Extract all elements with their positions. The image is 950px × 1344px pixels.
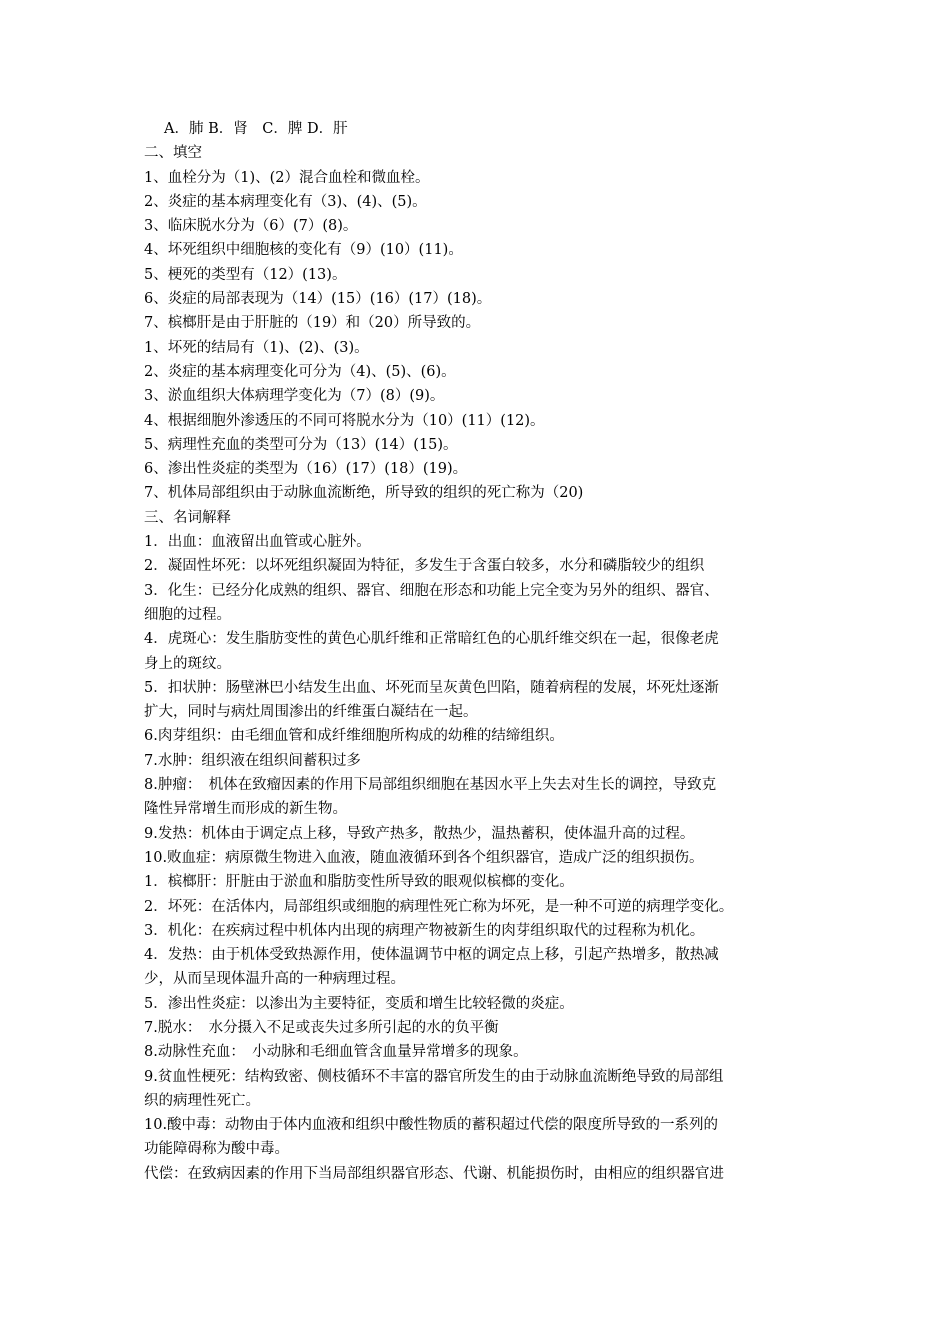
definition-line: 4．发热：由于机体受致热源作用，使体温调节中枢的调定点上移，引起产热增多，散热减 [144, 947, 719, 964]
question-line: 4、根据细胞外渗透压的不同可将脱水分为（10）(11）(12)。 [144, 412, 545, 429]
definition-line: 2．凝固性坏死：以坏死组织凝固为特征，多发生于含蛋白较多，水分和磷脂较少的组织 [144, 558, 705, 575]
question-line: 6、渗出性炎症的类型为（16）(17）(18）(19)。 [144, 461, 468, 478]
definition-line: 10.败血症：病原微生物进入血液，随血液循环到各个组织器官，造成广泛的组织损伤。 [144, 849, 704, 866]
question-line: 5、病理性充血的类型可分为（13）(14）(15)。 [144, 436, 458, 453]
definition-line: 细胞的过程。 [144, 606, 231, 623]
question-line: 3、临床脱水分为（6）(7）(8)。 [144, 218, 358, 235]
definition-line: 5．渗出性炎症：以渗出为主要特征，变质和增生比较轻微的炎症。 [144, 995, 574, 1012]
definition-line: 少，从而呈现体温升高的一种病理过程。 [144, 971, 405, 988]
definition-line: 隆性异常增生而形成的新生物。 [144, 801, 347, 818]
definition-line: 3．化生：已经分化成熟的组织、器官、细胞在形态和功能上完全变为另外的组织、器官、 [144, 582, 719, 599]
document-page [144, 117, 812, 1186]
question-line: 1、血栓分为（1)、(2）混合血栓和微血栓。 [144, 169, 430, 186]
question-line: 5、梗死的类型有（12）(13)。 [144, 266, 347, 283]
definition-line: 功能障碍称为酸中毒。 [144, 1141, 289, 1158]
question-line: 1、坏死的结局有（1)、(2)、(3)。 [144, 339, 369, 356]
definition-line: 4．虎斑心：发生脂肪变性的黄色心肌纤维和正常暗红色的心肌纤维交织在一起，很像老虎 [144, 631, 719, 648]
definition-line: 3．机化：在疾病过程中机体内出现的病理产物被新生的肉芽组织取代的过程称为机化。 [144, 922, 705, 939]
definition-line: 7.脱水： 水分摄入不足或丧失过多所引起的水的负平衡 [144, 1019, 499, 1036]
definition-line: 8.肿瘤： 机体在致瘤因素的作用下局部组织细胞在基因水平上失去对生长的调控，导致克 [144, 777, 717, 794]
question-line: 2、炎症的基本病理变化有（3)、(4)、(5)。 [144, 193, 427, 210]
question-line: 7、机体局部组织由于动脉血流断绝，所导致的组织的死亡称为（20) [144, 485, 584, 502]
definition-line: 10.酸中毒：动物由于体内血液和组织中酸性物质的蓄积超过代偿的限度所导致的一系列的 [144, 1117, 719, 1134]
question-line: 3、淤血组织大体病理学变化为（7）(8）(9)。 [144, 388, 445, 405]
definition-line: 9.贫血性梗死：结构致密、侧枝循环不丰富的器官所发生的由于动脉血流断绝导致的局部组 [144, 1068, 724, 1085]
definition-line: 5．扣状肿：肠壁淋巴小结发生出血、坏死而呈灰黄色凹陷，随着病程的发展，坏死灶逐渐 [144, 679, 719, 696]
answer-options: A．肺 B．肾 C．脾 D．肝 [164, 121, 348, 137]
definition-line: 织的病理性死亡。 [144, 1092, 260, 1109]
definition-line: 8.动脉性充血： 小动脉和毛细血管含血量异常增多的现象。 [144, 1044, 528, 1061]
question-line: 2、炎症的基本病理变化可分为（4)、(5)、(6)。 [144, 363, 456, 380]
definition-line: 1．出血：血液留出血管或心脏外。 [144, 534, 371, 551]
question-line: 6、炎症的局部表现为（14）(15）(16）(17）(18)。 [144, 291, 492, 308]
section-heading-terms: 三、名词解释 [144, 509, 231, 526]
definition-line: 6.肉芽组织：由毛细血管和成纤维细胞所构成的幼稚的结缔组织。 [144, 728, 564, 745]
definition-line: 身上的斑纹。 [144, 655, 231, 672]
definition-line: 扩大，同时与病灶周围渗出的纤维蛋白凝结在一起。 [144, 704, 478, 721]
definition-line: 1．槟榔肝：肝脏由于淤血和脂肪变性所导致的眼观似槟榔的变化。 [144, 874, 574, 891]
question-line: 4、坏死组织中细胞核的变化有（9）(10）(11)。 [144, 242, 463, 259]
definition-line: 7.水肿：组织液在组织间蓄积过多 [144, 752, 361, 769]
definition-line: 2．坏死：在活体内，局部组织或细胞的病理性死亡称为坏死，是一种不可逆的病理学变化。 [144, 898, 734, 915]
section-heading-fill-blank: 二、填空 [144, 145, 202, 162]
definition-line: 代偿：在致病因素的作用下当局部组织器官形态、代谢、机能损伤时，由相应的组织器官进 [144, 1165, 724, 1182]
question-line: 7、槟榔肝是由于肝脏的（19）和（20）所导致的。 [144, 315, 481, 332]
definition-line: 9.发热：机体由于调定点上移，导致产热多，散热少，温热蓄积，使体温升高的过程。 [144, 825, 695, 842]
